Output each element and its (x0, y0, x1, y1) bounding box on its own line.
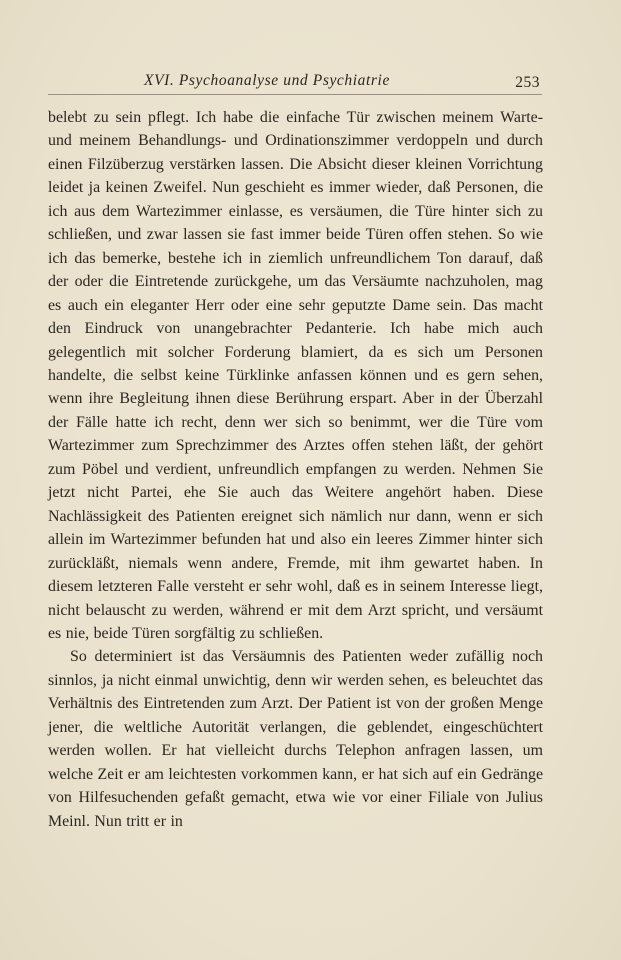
chapter-title: XVI. Psychoanalyse und Psychiatrie (144, 72, 390, 89)
page-number: 253 (515, 74, 540, 91)
running-header (60, 72, 540, 94)
body-text (48, 106, 543, 833)
paragraph-1: belebt zu sein pflegt. Ich habe die einfache Tür zwischen meinem Warte- und meinem Behandlungs- und Ordinationszimmer verdoppeln und durch einen Filzüberzug verstärken lassen. Die Absicht dieser kleinen Vorrichtung leidet ja keinen Zweifel. Nun geschieht es immer wieder, daß Personen, die ich aus dem Wartezimmer einlasse, es versäumen, die Türe hinter sich zu schließen, und zwar lassen sie fast immer beide Türen offen stehen. So wie ich das bemerke, bestehe ich in ziemlich unfreundlichem Ton darauf, daß der oder die Eintretende zurückgehe, um das Versäumte nachzuholen, mag es auch ein eleganter Herr oder eine sehr geputzte Dame sein. Das macht den Eindruck von unangebrachter Pedanterie. Ich habe mich auch gelegentlich mit solcher Forderung blamiert, da es sich um Personen handelte, die selbst keine Türklinke anfassen können und es gern sehen, wenn ihre Begleitung ihnen diese Berührung erspart. Aber in der Überzahl der Fälle hatte ich recht, denn wer sich so benimmt, wer die Türe vom Wartezimmer zum Sprechzimmer des Arztes offen stehen läßt, der gehört zum Pöbel und verdient, unfreundlich empfangen zu werden. Nehmen Sie jetzt nicht Partei, ehe Sie auch das Weitere angehört haben. Diese Nachlässigkeit des Patienten ereignet sich nämlich nur dann, wenn er sich allein im Wartezimmer befunden hat und also ein leeres Zimmer hinter sich zurückläßt, niemals wenn andere, Fremde, mit ihm gewartet haben. In diesem letzteren Falle versteht er sehr wohl, daß es in seinem Interesse liegt, nicht belauscht zu werden, während er mit dem Arzt spricht, und versäumt es nie, beide Türen sorgfältig zu schließen. (48, 109, 543, 642)
header-divider (48, 94, 542, 95)
paragraph-2: So determiniert ist das Versäumnis des Patienten weder zufällig noch sinnlos, ja nicht einmal unwichtig, denn wir werden sehen, es beleuchtet das Verhältnis des Eintretenden zum Arzt. Der Patient ist von der großen Menge jener, die weltliche Autorität verlangen, die geblendet, eingeschüchtert werden wollen. Er hat vielleicht durchs Telephon anfragen lassen, um welche Zeit er am leichtesten vorkommen kann, er hat sich auf ein Gedränge von Hilfesuchenden gefaßt gemacht, etwa wie vor einer Filiale von Julius Meinl. Nun tritt er in (48, 648, 543, 830)
